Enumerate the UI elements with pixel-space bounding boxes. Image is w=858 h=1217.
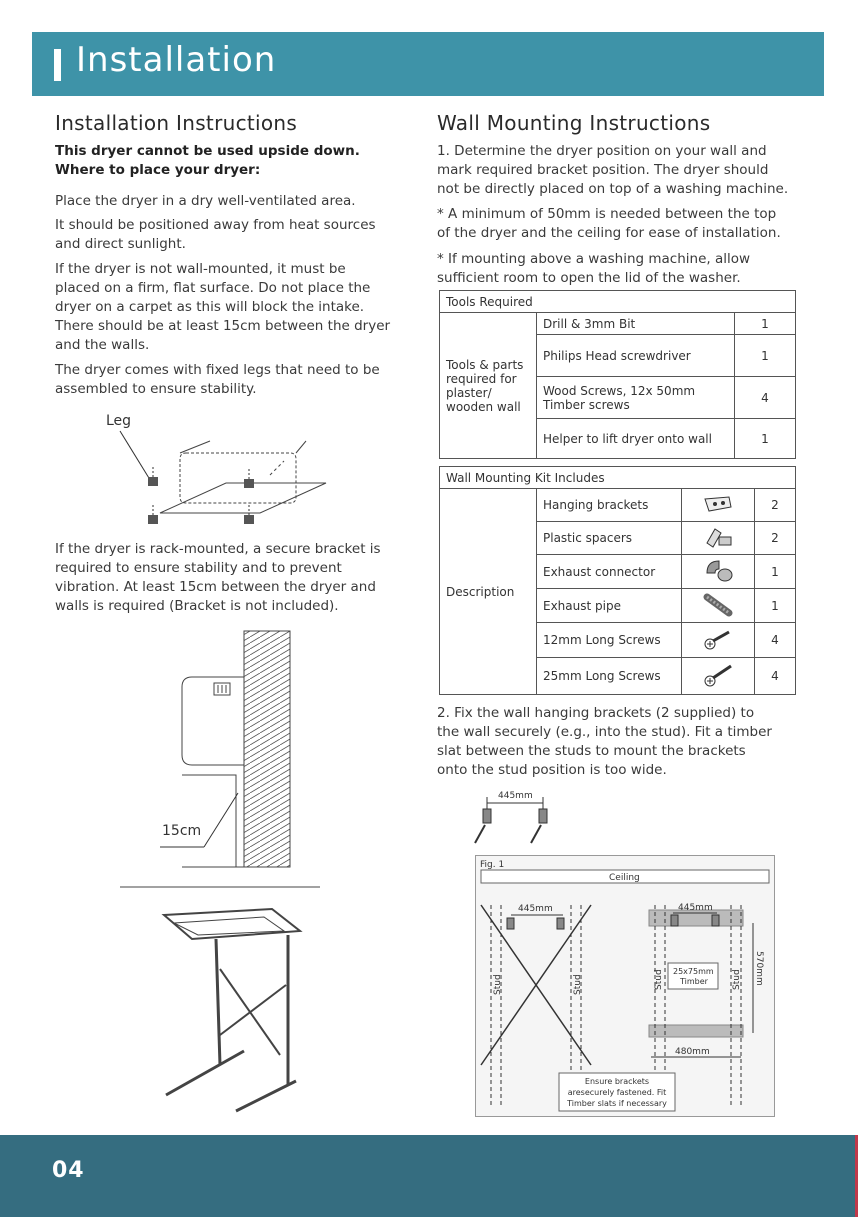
kit-qty: 4: [755, 658, 796, 695]
step-2-text: [437, 704, 772, 780]
hanging-bracket-icon: [682, 489, 755, 522]
text-line: The dryer comes with fixed legs that need to be: [55, 362, 380, 378]
bracket-icon: [557, 918, 564, 929]
tool-qty: 1: [735, 335, 796, 377]
text-line: * If mounting above a washing machine, allow: [437, 251, 751, 267]
bracket-icon: [507, 918, 514, 929]
text-line: and direct sunlight.: [55, 236, 186, 252]
tool-item: Helper to lift dryer onto wall: [537, 419, 735, 459]
text-line: 1. Determine the dryer position on your wall and: [437, 143, 767, 159]
text-line: If the dryer is not wall-mounted, it must be: [55, 261, 346, 277]
page-footer: [0, 1135, 858, 1217]
stand-top-frame: [164, 909, 300, 939]
tool-qty: 1: [735, 419, 796, 459]
kit-qty: 1: [755, 555, 796, 589]
header-accent-bar: [54, 49, 61, 81]
wall-mounting-heading: Wall Mounting Instructions: [437, 111, 711, 135]
gap-label: 15cm: [162, 823, 202, 839]
text-line: placed on a firm, flat surface. Do not place the: [55, 280, 371, 296]
para-rack-mounted: [55, 540, 381, 616]
figure-label: Fig. 1: [480, 860, 505, 870]
subtitle-line: This dryer cannot be used upside down.: [55, 143, 360, 159]
tool-item: Drill & 3mm Bit: [537, 313, 735, 335]
tools-table-header: Tools Required: [440, 291, 796, 313]
timber-label: Timber: [680, 977, 708, 986]
kit-item: Exhaust connector: [537, 555, 682, 589]
right-bracket-distance: 445mm: [678, 903, 713, 913]
rack-mounted-diagram: [120, 625, 320, 895]
leg-label: Leg: [106, 413, 132, 429]
kit-group-label: Description: [440, 489, 537, 695]
kit-qty: 2: [755, 489, 796, 522]
guide-line: [270, 461, 284, 475]
panel-edge: [296, 441, 306, 453]
leg-pointer: [120, 431, 152, 483]
kit-qty: 1: [755, 589, 796, 623]
placement-subtitle: [55, 142, 360, 180]
text-line: the wall securely (e.g., into the stud). Fit a timber: [437, 724, 772, 740]
timber-size-label: 25x75mm: [673, 967, 714, 976]
installation-instructions-heading: Installation Instructions: [55, 111, 298, 135]
mounting-kit-table: [439, 466, 796, 695]
bracket-icon: [539, 809, 547, 823]
bracket-icon: [671, 915, 678, 926]
note-line: Ensure brackets: [584, 1077, 650, 1086]
tools-required-table: [439, 290, 796, 459]
page-header: [32, 32, 824, 96]
text-line: sufficient room to open the lid of the washer.: [437, 270, 741, 286]
exhaust-connector-icon: [682, 555, 755, 589]
note-line: Timber slats if necessary: [567, 1099, 667, 1108]
leg-foot: [148, 505, 158, 524]
dryer-base-outline: [160, 483, 326, 513]
height-label: 570mm: [754, 951, 764, 986]
ceiling-label: Ceiling: [609, 873, 640, 883]
bracket-distance-label: 445mm: [498, 791, 533, 801]
kit-item: Exhaust pipe: [537, 589, 682, 623]
exhaust-pipe-icon: [682, 589, 755, 623]
note-min-gap: [437, 205, 781, 243]
text-line: It should be positioned away from heat sources: [55, 217, 376, 233]
stand-cross-brace: [220, 985, 286, 1035]
plastic-spacer-icon: [682, 522, 755, 555]
note-washer: [437, 250, 750, 288]
screw-icon: [682, 658, 755, 695]
text-line: There should be at least 15cm between the dryer: [55, 318, 391, 334]
wall: [244, 631, 290, 867]
stud-label: Stud: [732, 969, 742, 990]
text-line: and the walls.: [55, 337, 150, 353]
text-line: * A minimum of 50mm is needed between the top: [437, 206, 777, 222]
text-line: not be directly placed on top of a washing machine.: [437, 181, 789, 197]
text-line: required to ensure stability and to prevent: [55, 560, 342, 576]
bracket-icon: [483, 809, 491, 823]
stand-base: [236, 1081, 296, 1111]
kit-item: 12mm Long Screws: [537, 623, 682, 658]
text-line: onto the stud position is too wide.: [437, 762, 667, 778]
text-line: walls is required (Bracket is not included).: [55, 598, 339, 614]
text-line: of the dryer and the ceiling for ease of installation.: [437, 225, 781, 241]
note-line: aresecurely fastened. Fit: [567, 1088, 667, 1097]
tool-qty: 4: [735, 377, 796, 419]
timber-slat-bottom: [649, 1025, 743, 1037]
tool-item: Wood Screws, 12x 50mm Timber screws: [537, 377, 735, 419]
para-ventilation: Place the dryer in a dry well-ventilated area.: [55, 193, 356, 209]
figure-1: [475, 855, 775, 1117]
panel-edge: [180, 441, 210, 453]
washer-outline: [182, 775, 236, 867]
kit-item: Plastic spacers: [537, 522, 682, 555]
left-bracket-distance: 445mm: [518, 904, 553, 914]
stand-base: [166, 1051, 244, 1095]
step-1-text: [437, 142, 788, 199]
dryer-body: [182, 677, 244, 765]
screw-icon: [682, 623, 755, 658]
tool-qty: 1: [735, 313, 796, 335]
text-line: slat between the studs to mount the brackets: [437, 743, 746, 759]
para-legs: [55, 361, 380, 399]
para-heat-sources: [55, 216, 376, 254]
kit-table-header: Wall Mounting Kit Includes: [440, 467, 796, 489]
leg-foot: [148, 467, 158, 486]
kit-item: Hanging brackets: [537, 489, 682, 522]
stud-label: Stud: [654, 969, 664, 990]
tool-item: Philips Head screwdriver: [537, 335, 735, 377]
stud-label: Stud: [493, 974, 503, 995]
text-line: assembled to ensure stability.: [55, 381, 257, 397]
tools-group-label: Tools & parts required for plaster/ wooden wall: [440, 313, 537, 459]
width-label: 480mm: [675, 1047, 710, 1057]
kit-qty: 4: [755, 623, 796, 658]
stand-inner-frame: [174, 917, 284, 935]
stand-leg: [216, 939, 220, 1065]
leg-diagram: [90, 405, 350, 540]
leg-foot: [244, 505, 254, 524]
gap-pointer: [204, 793, 238, 847]
text-line: dryer on a carpet as this will block the intake.: [55, 299, 365, 315]
subtitle-line: Where to place your dryer:: [55, 162, 261, 178]
leg-foot: [244, 469, 254, 488]
kit-item: 25mm Long Screws: [537, 658, 682, 695]
stand-diagram: [140, 905, 310, 1120]
text-line: vibration. At least 15cm between the dryer and: [55, 579, 376, 595]
page-number: 04: [52, 1158, 85, 1183]
bracket-spacing-diagram: [465, 785, 565, 850]
page-title: Installation: [76, 40, 277, 80]
text-line: If the dryer is rack-mounted, a secure bracket is: [55, 541, 381, 557]
text-line: mark required bracket position. The dryer should: [437, 162, 769, 178]
bracket-icon: [712, 915, 719, 926]
para-surface: [55, 260, 390, 355]
kit-qty: 2: [755, 522, 796, 555]
text-line: 2. Fix the wall hanging brackets (2 supplied) to: [437, 705, 755, 721]
stud-label: Stud: [573, 974, 583, 995]
